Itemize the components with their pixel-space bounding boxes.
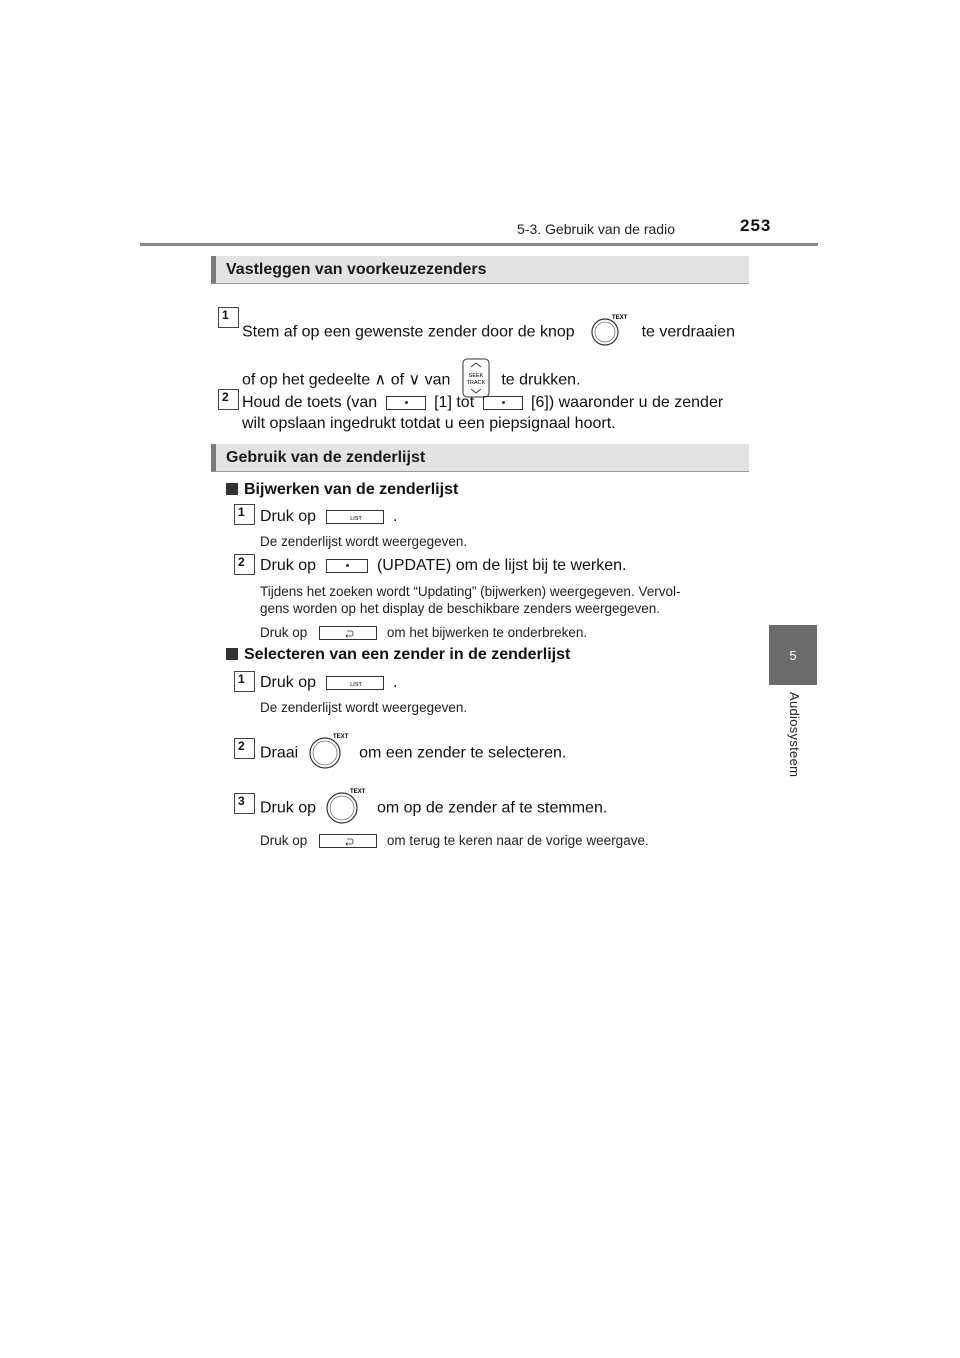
step-note: De zenderlijst wordt weergegeven. [260,534,468,549]
square-bullet-icon [226,483,238,495]
preset-button-icon [483,396,523,410]
subheading [226,481,458,499]
subheading-text: Bijwerken van de zenderlijst [244,481,459,498]
section-title-station-list: Gebruik van de zenderlijst [211,444,749,472]
step-text-part: Draai [260,744,299,762]
step-number [234,554,255,575]
step-note-part: om het bijwerken te onderbreken. [386,625,588,640]
step-text-part: Druk op [260,557,317,574]
step-text-part: [1] tot [434,394,475,411]
step-note-part: Druk op [260,833,308,848]
step-number [218,307,239,328]
step-number-text: 3 [238,794,245,808]
step-note: gens worden op het display de beschikbare zenders weergegeven. [260,601,661,616]
section-heading: 5-3. Gebruik van de radio [517,221,675,237]
step-text [260,731,566,776]
step-text-part: te verdraaien [641,323,735,341]
step-text-part: . [392,508,398,525]
step-text-part: of op het gedeelte ∧ of ∨ van [242,371,451,389]
knob-label: TEXT [332,734,349,740]
subheading [226,646,570,664]
square-bullet-icon [226,648,238,660]
step-note [260,833,649,848]
step-text-part: om een zender te selecteren. [359,744,567,762]
step-number-text: 1 [238,672,245,686]
step-note-part: om terug te keren naar de vorige weergave. [386,833,649,848]
chapter-label: Audiosysteem [787,692,802,778]
step-text-part: Stem af op een gewenste zender door de knop [242,323,575,341]
seek-label: SEEK [468,373,484,379]
step-number-text: 2 [222,390,229,404]
tune-knob-icon [307,731,351,776]
step-note [260,625,587,640]
preset-button-icon [386,396,426,410]
step-text-part: Druk op [260,508,317,525]
step-number-text: 1 [222,308,229,322]
step-text-part: Druk op [260,799,317,817]
step-text-part: . [392,674,398,691]
knob-label: TEXT [612,315,628,321]
step-number [234,738,255,759]
step-text [260,557,626,575]
header-divider [140,243,818,246]
list-button-icon [326,510,384,524]
knob-label: TEXT [350,789,366,795]
step-text [260,508,397,526]
step-text-part: [6]) waaronder u de zender [531,394,724,411]
chapter-tab [769,625,817,685]
step-text-part: (UPDATE) om de lijst bij te werken. [376,557,627,574]
step-number-text: 1 [238,505,245,519]
step-text: wilt opslaan ingedrukt totdat u een piepsignaal hoort. [242,415,616,432]
tune-knob-icon [587,313,629,352]
step-text [260,674,397,692]
step-number-text: 2 [238,555,245,569]
step-note: Tijdens het zoeken wordt “Updating” (bijwerken) weergegeven. Vervol- [260,584,681,599]
tune-knob-icon [324,786,368,831]
subheading-text: Selecteren van een zender in de zenderlijst [244,646,571,663]
back-button-icon [319,626,377,640]
step-number [234,793,255,814]
step-text-part: Houd de toets (van [242,394,378,411]
step-note: De zenderlijst wordt weergegeven. [260,700,468,715]
page-number: 253 [740,216,772,235]
step-text [242,313,735,352]
list-label: LIST [350,681,363,688]
list-button-icon [326,676,384,690]
step-text-part: Druk op [260,674,317,691]
step-text [260,786,607,831]
step-text [242,394,723,412]
step-number [218,389,239,410]
step-text-part: om op de zender af te stemmen. [376,799,608,817]
back-button-icon [319,834,377,848]
step-number-text: 2 [238,739,245,753]
step-number [234,671,255,692]
chapter-number: 5 [789,647,797,663]
step-text-part: te drukken. [501,371,581,389]
step-note-part: Druk op [260,625,308,640]
update-button-icon [326,559,368,573]
section-title-presets: Vastleggen van voorkeuzezenders [211,256,749,284]
list-label: LIST [350,515,363,522]
step-number [234,504,255,525]
track-label: TRACK [466,380,486,386]
